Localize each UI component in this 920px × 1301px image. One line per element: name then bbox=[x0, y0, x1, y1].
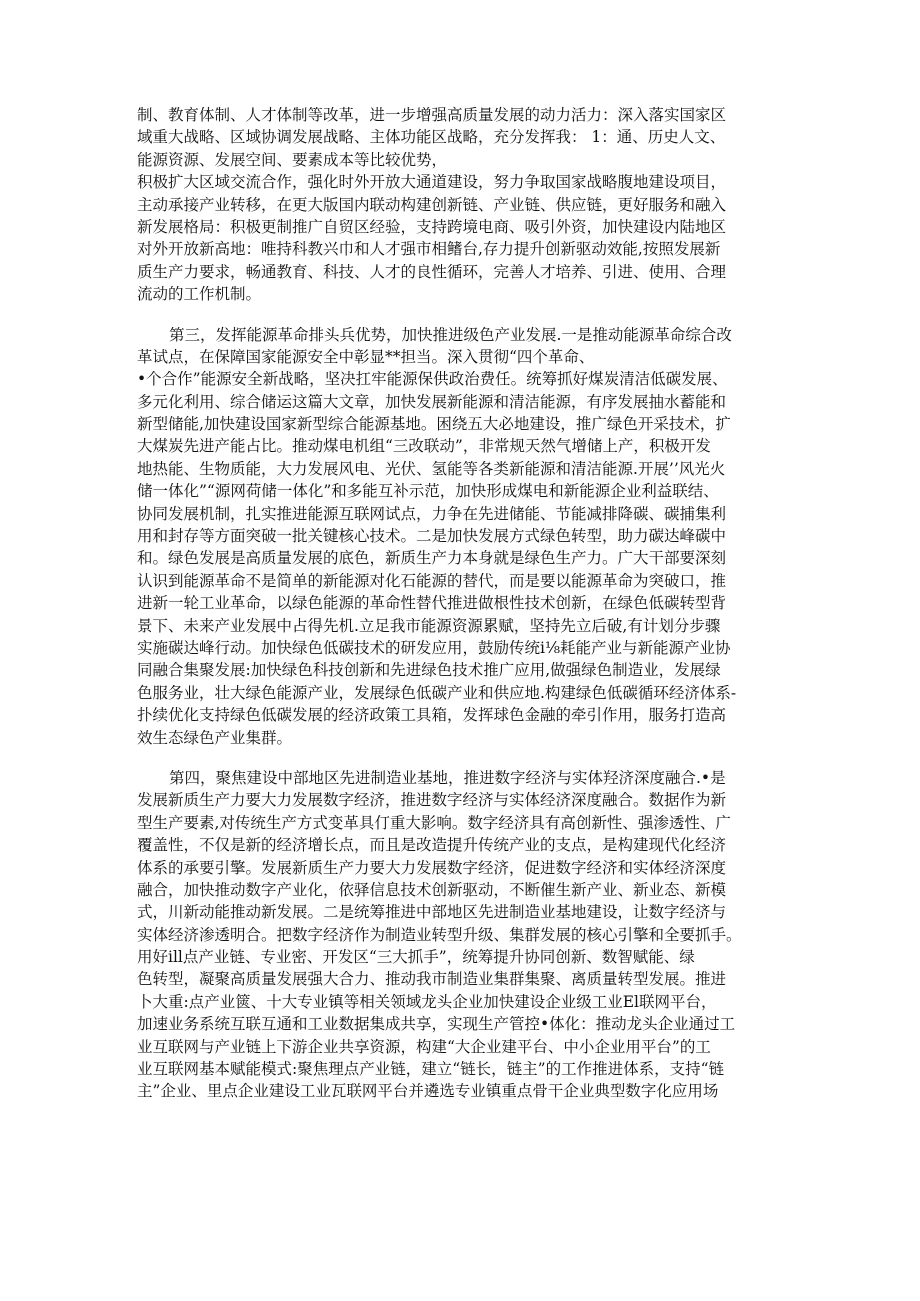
paragraph-line: •个合作”能源安全新战略，坚决扛牢能源保供政治费任。统筹抓好煤炭清洁低碳发展、 bbox=[137, 370, 728, 389]
paragraph-spacer bbox=[137, 306, 787, 324]
paragraph-line: 地热能、生物质能，大力发展风电、光伏、氢能等各类新能源和清洁能源.开展’’风光火 bbox=[137, 459, 726, 478]
paragraph-line: 覆盖性，不仅是新的经济增长点，而且是改造提升传统产业的支点，是构建现代化经济 bbox=[137, 836, 727, 855]
paragraph-line: 流动的工作机制。 bbox=[137, 285, 262, 304]
paragraph-1 bbox=[137, 104, 787, 306]
paragraph-line: 制、教育体制、人才体制等改革，进一步增强高质量发展的动力活力：深入落实国家区 bbox=[137, 106, 727, 124]
paragraph-line: 多元化利用、综合储运这篇大文章，加快发展新能源和清洁能源，有序发展抽水蓄能和 bbox=[137, 392, 727, 411]
paragraph-line: 体系的承要引擎。发展新质生产力要大力发展数字经济，促进数字经济和实体经济深度 bbox=[137, 858, 727, 877]
paragraph-line: 实体经济渗透明合。把数字经济作为制造业转型升级、集群发展的核心引擎和全要抓手。 bbox=[137, 925, 742, 944]
paragraph-line: 用和封存等方面突破一批关键核心技术。二是加快发展方式绿色转型，助力碳达峰碳中 bbox=[137, 527, 727, 546]
paragraph-line: 同融合集聚发展:加快绿色科技创新和先进绿色技术推广应用,做强绿色制造业，发展绿 bbox=[137, 661, 721, 680]
paragraph-line: 加速业务系统互联互通和工业数据集成共享，实现生产管控•体化：推动龙头企业通过工 bbox=[137, 1015, 736, 1034]
paragraph-line: 发展新质生产力要大力发展数字经济，推进数字经济与实体经济深度融合。数据作为新 bbox=[137, 791, 727, 810]
paragraph-line: 进新一轮工业革命，以绿色能源的革命性替代推进做根性技术创新，在绿色低碳转型背 bbox=[137, 594, 727, 613]
paragraph-line: 第四，聚焦建设中部地区先进制造业基地，推进数字经济与实体羟济深度融合.•是 bbox=[169, 768, 726, 787]
paragraph-3 bbox=[137, 767, 787, 1103]
paragraph-line: 新发展格局：积极更制推广自贸区经验，支持跨境电商、吸引外资，加快建设内陆地区 bbox=[137, 217, 727, 236]
paragraph-line: 第三，发挥能源革命排头兵优势，加快推进级色产业发展.一是推动能源革命综合改 bbox=[169, 325, 732, 344]
paragraph-2 bbox=[137, 324, 787, 749]
paragraph-line: 业互联网与产业链上下游企业共享资源，构建“大企业建平台、中小企业用平台”的工 bbox=[137, 1037, 711, 1056]
paragraph-line: 效生态绿色产业集群。 bbox=[137, 728, 293, 747]
paragraph-line: 积极扩大区域交流合作，强化时外开放大通道建设，努力争取国家战略腹地建设项目， bbox=[137, 173, 727, 192]
paragraph-line: 融合，加快推动数字产业化，依驿信息技术创新驱动，不断催生新产业、新业态、新模 bbox=[137, 880, 727, 899]
paragraph-line: 革试点，在保障国家能源安全中彰显**担当。深入贯彻“四个革命、 bbox=[137, 347, 595, 366]
paragraph-line: 能源资源、发展空间、要素成本等比较优势， bbox=[137, 150, 448, 169]
paragraph-line: 和。绿色发展是高质量发展的底色，新质生产力本身就是绿色生产力。广大干部要深刻 bbox=[137, 549, 727, 568]
paragraph-line: 式，川新动能推动新发展。二是统筹推进中部地区先进制造业基地建设，让数字经济与 bbox=[137, 903, 727, 922]
paragraph-line: 用好ill点产业链、专业密、开发区“三大抓手”，统筹提升协同创新、数智赋能、绿 bbox=[137, 948, 695, 967]
document-body bbox=[137, 104, 787, 1103]
paragraph-line: 扑续优化支持绿色低碳发展的经济政策工具箱，发挥球色金融的牵引作用，服务打造高 bbox=[137, 706, 727, 725]
paragraph-line: 储一体化”“源网荷储一体化”和多能互补示范，加快形成煤电和新能源企业利益联结、 bbox=[137, 482, 719, 501]
paragraph-line: 景下、未来产业发展中占得先机.立足我市能源资源累赋，坚持先立后破,有计划分步骤 bbox=[137, 616, 721, 635]
paragraph-line: 色转型，凝聚高质量发展强大合力、推动我市制造业集群集聚、离质量转型发展。推进 bbox=[137, 970, 727, 989]
paragraph-line: 新型储能,加快建设国家新型综合能源基地。困绕五大必地建设，推广绿色开采技术，扩 bbox=[137, 415, 731, 434]
paragraph-line: 卜大重:点产业篋、十大专业镇等相关领域龙头企业加快建设企业级工业El联网平台， bbox=[137, 992, 717, 1011]
paragraph-line: 域重大战略、区域协调发展战略、主体功能区战略，充分发挥我： 1：通、历史人文、 bbox=[137, 128, 726, 147]
paragraph-line: 主”企业、里点企业建设工业瓦联网平台并遴选专业镇重点骨干企业典型数字化应用场 bbox=[137, 1082, 719, 1101]
paragraph-line: 色服务业，壮大绿色能源产业，发展绿色低碳产业和供应地.构建绿色低碳循环经济体系- bbox=[137, 683, 737, 702]
paragraph-line: 协同发展机制，扎实推进能源互联网试点，力争在先进储能、节能减排降碳、碳捕集利 bbox=[137, 504, 727, 523]
paragraph-line: 对外开放新高地：唯持科教兴巾和人才强市相鳍台,存力提升创新驱动效能,按照发展新 bbox=[137, 240, 721, 259]
paragraph-line: 认识到能源革命不是简单的新能源对化石能源的替代，而是要以能源革命为突破口，推 bbox=[137, 571, 727, 590]
paragraph-line: 实施碳达峰行动。加快绿色低碳技术的研发应用，鼓励传统i⅛耗能产业与新能源产业协 bbox=[137, 638, 731, 657]
paragraph-line: 主动承接产业转移，在更大版国内联动构建创新链、产业链、供应链，更好服务和融入 bbox=[137, 195, 727, 214]
paragraph-line: 业互联网基本赋能模式:聚焦理点产业链，建立“链长，链主”的工作推进体系，支持“链 bbox=[137, 1060, 724, 1079]
paragraph-line: 大煤炭先进产能占比。推动煤电机组“三改联动”，非常规天然气增储上产，积极开发 bbox=[137, 437, 711, 456]
paragraph-line: 型生产要素,对传统生产方式变革具仃重大影响。数字经济具有高创新性、强渗透性、广 bbox=[137, 813, 731, 832]
paragraph-line: 质生产力要求，畅通教育、科技、人才的良性循环，完善人才培养、引进、使用、合理 bbox=[137, 262, 727, 281]
paragraph-spacer bbox=[137, 749, 787, 767]
